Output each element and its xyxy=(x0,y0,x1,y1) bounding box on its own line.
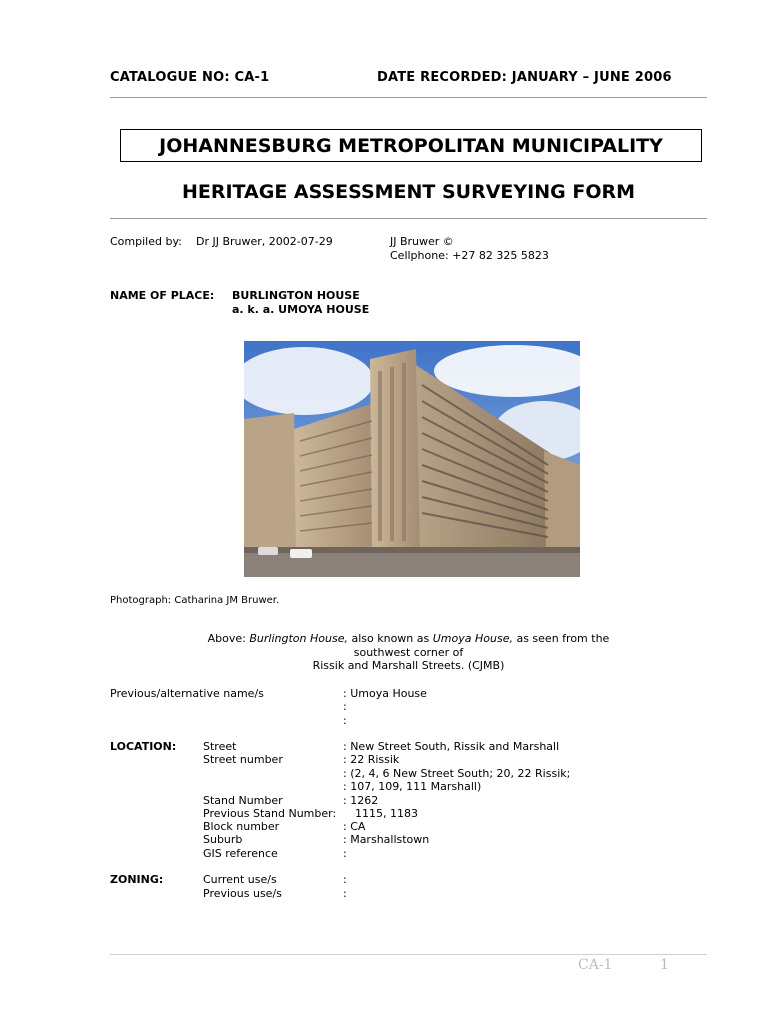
caption-alt-name: Umoya House, xyxy=(432,632,513,645)
photo-caption xyxy=(110,632,707,673)
location-value: : CA xyxy=(343,820,366,833)
previous-names-label: Previous/alternative name/s xyxy=(110,687,264,700)
building-photograph xyxy=(244,341,580,577)
catalogue-number: CATALOGUE NO: CA-1 xyxy=(110,70,270,85)
footer-catalogue-code: CA-1 xyxy=(578,957,613,973)
caption-mid: also known as xyxy=(351,632,430,645)
location-label: LOCATION: xyxy=(110,740,177,753)
compiled-by-value: Dr JJ Bruwer, 2002-07-29 xyxy=(196,235,333,248)
page-number: 1 xyxy=(660,957,669,973)
place-name: BURLINGTON HOUSE xyxy=(232,289,360,302)
zoning-value: : xyxy=(343,887,347,900)
building-illustration xyxy=(244,341,580,577)
location-field: Previous Stand Number: xyxy=(203,807,337,820)
zoning-value: : xyxy=(343,873,347,886)
photo-credit: Photograph: Catharina JM Bruwer. xyxy=(110,595,280,606)
form-subtitle: HERITAGE ASSESSMENT SURVEYING FORM xyxy=(181,181,636,203)
place-aka: a. k. a. UMOYA HOUSE xyxy=(232,303,370,316)
author-credit: JJ Bruwer © xyxy=(390,235,454,248)
caption-line-3: Rissik and Marshall Streets. (CJMB) xyxy=(312,659,505,672)
location-value: : 107, 109, 111 Marshall) xyxy=(343,780,482,793)
date-recorded: DATE RECORDED: JANUARY – JUNE 2006 xyxy=(377,70,672,85)
zoning-field: Current use/s xyxy=(203,873,277,886)
caption-suffix: as seen from the xyxy=(516,632,610,645)
previous-name-value-3: : xyxy=(343,714,347,727)
location-value: : 1262 xyxy=(343,794,379,807)
location-field: Stand Number xyxy=(203,794,283,807)
location-field: Street number xyxy=(203,753,283,766)
footer-divider xyxy=(110,954,707,955)
location-value: : Marshallstown xyxy=(343,833,430,846)
page-title: JOHANNESBURG METROPOLITAN MUNICIPALITY xyxy=(120,129,702,162)
title-divider xyxy=(110,218,707,219)
location-value: : 22 Rissik xyxy=(343,753,400,766)
zoning-field: Previous use/s xyxy=(203,887,282,900)
previous-name-value-1: : Umoya House xyxy=(343,687,427,700)
zoning-label: ZONING: xyxy=(110,873,164,886)
location-value: : (2, 4, 6 New Street South; 20, 22 Rissik; xyxy=(343,767,571,780)
caption-building-name: Burlington House, xyxy=(249,632,348,645)
location-field: Suburb xyxy=(203,833,243,846)
place-name-label: NAME OF PLACE: xyxy=(110,289,215,302)
location-field: Street xyxy=(203,740,237,753)
location-field: GIS reference xyxy=(203,847,278,860)
previous-name-value-2: : xyxy=(343,700,347,713)
header-divider xyxy=(110,97,707,98)
compiled-by-label: Compiled by: xyxy=(110,235,182,248)
author-cellphone: Cellphone: +27 82 325 5823 xyxy=(390,249,549,262)
location-field: Block number xyxy=(203,820,280,833)
caption-prefix: Above: xyxy=(207,632,246,645)
location-value: : xyxy=(343,847,347,860)
caption-line-1 xyxy=(110,632,707,646)
caption-line-2: southwest corner of xyxy=(353,645,464,659)
location-value: : New Street South, Rissik and Marshall xyxy=(343,740,560,753)
location-value: 1115, 1183 xyxy=(355,807,418,820)
